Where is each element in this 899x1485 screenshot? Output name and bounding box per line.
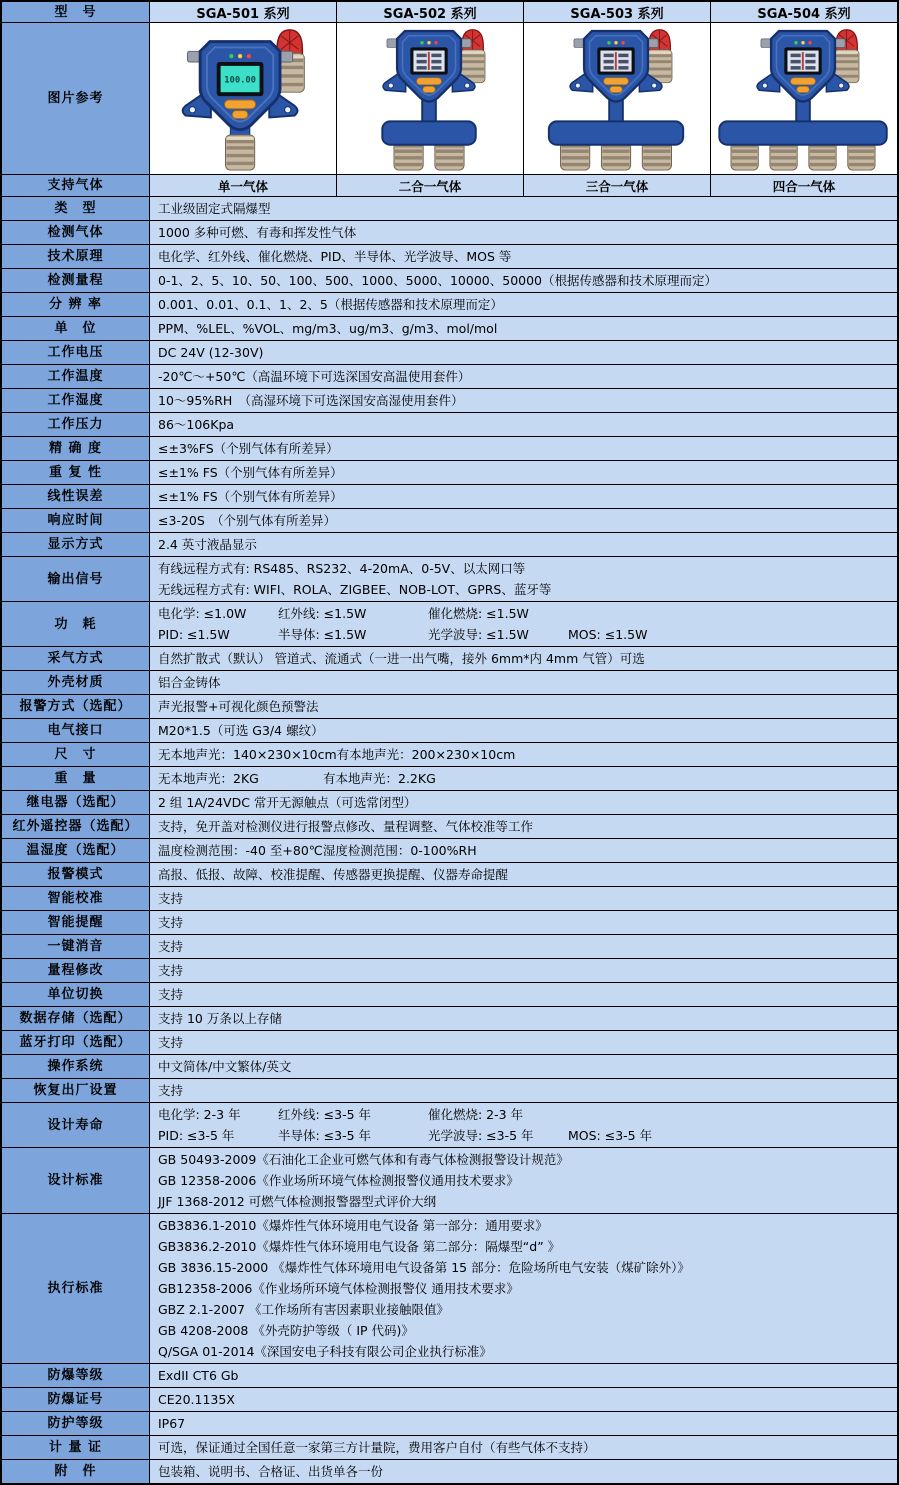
value-segment: 催化燃烧: 2-3 年 (428, 1107, 524, 1122)
table-row (2, 1214, 897, 1364)
value-line: 支持 (158, 915, 184, 930)
row-label: 单位切换 (2, 983, 150, 1006)
table-row (2, 1436, 897, 1460)
value-segment: 电化学: 2-3 年 (158, 1107, 241, 1122)
row-label: 蓝牙打印（选配） (2, 1031, 150, 1054)
table-row (2, 647, 897, 671)
value-line: 86～106Kpa (158, 417, 235, 432)
value-line: 支持 (158, 1083, 184, 1098)
value-segment: 无本地声光：2KG (158, 771, 259, 786)
value-line: GB12358-2006《作业场所环境气体检测报警仪 通用技术要求》 (158, 1281, 519, 1296)
value-line: 工业级固定式隔爆型 (158, 201, 271, 216)
row-label: 输出信号 (2, 557, 150, 601)
model-header-sga-502: SGA-502 系列 (337, 2, 524, 22)
row-value (150, 1031, 897, 1054)
value-line: 2 组 1A/24VDC 常开无源触点（可选常闭型） (158, 795, 417, 810)
value-segment: 光学波导: ≤1.5W (428, 627, 529, 642)
table-row (2, 437, 897, 461)
row-value (150, 1460, 897, 1483)
value-line: 支持 (158, 987, 184, 1002)
value-line: IP67 (158, 1416, 186, 1431)
table-row-photos (2, 23, 897, 175)
row-value (150, 293, 897, 316)
product-photo-sga-501 (150, 23, 337, 174)
value-line: GB 50493-2009《石油化工企业可燃气体和有毒气体检测报警设计规范》 (158, 1152, 569, 1167)
table-row (2, 293, 897, 317)
row-label: 工作温度 (2, 365, 150, 388)
row-label: 设计标准 (2, 1148, 150, 1213)
row-value (150, 959, 897, 982)
table-row (2, 245, 897, 269)
value-segment: 电化学: ≤1.0W (158, 606, 247, 621)
row-label: 重 复 性 (2, 461, 150, 484)
value-line: 铝合金铸体 (158, 675, 221, 690)
row-label: 重 量 (2, 767, 150, 790)
row-value (150, 1388, 897, 1411)
value-segment: 有本地声光：200×230×10cm (336, 747, 516, 762)
row-value (150, 389, 897, 412)
table-row (2, 485, 897, 509)
row-label-model: 型 号 (2, 2, 150, 22)
row-value (150, 485, 897, 508)
value-line: GB 12358-2006《作业场所环境气体检测报警仪通用技术要求》 (158, 1173, 519, 1188)
row-value (150, 839, 897, 862)
value-line: GBZ 2.1-2007 《工作场所有害因素职业接触限值》 (158, 1302, 449, 1317)
row-value (150, 911, 897, 934)
row-value (150, 365, 897, 388)
value-line: 自然扩散式（默认） 管道式、流通式（一进一出气嘴，接外 6mm*内 4mm 气管）可选 (158, 651, 645, 666)
row-label: 红外遥控器（选配） (2, 815, 150, 838)
row-label: 一键消音 (2, 935, 150, 958)
table-row (2, 1055, 897, 1079)
value-segment: 光学波导: ≤3-5 年 (428, 1128, 534, 1143)
row-label: 报警方式（选配） (2, 695, 150, 718)
row-value (150, 533, 897, 556)
table-row (2, 557, 897, 602)
value-line: 支持 (158, 963, 184, 978)
table-row (2, 197, 897, 221)
row-value (150, 815, 897, 838)
value-line (158, 624, 889, 645)
gas-type-sga-503: 三合一气体 (524, 175, 711, 196)
row-label: 工作压力 (2, 413, 150, 436)
value-segment: PID: ≤3-5 年 (158, 1128, 235, 1143)
svg-text:100.00: 100.00 (224, 74, 256, 85)
row-value (150, 1214, 897, 1363)
row-label: 操作系统 (2, 1055, 150, 1078)
table-row (2, 1148, 897, 1214)
value-line (158, 768, 889, 789)
row-value (150, 935, 897, 958)
row-label: 技术原理 (2, 245, 150, 268)
model-header-sga-503: SGA-503 系列 (524, 2, 711, 22)
value-line: GB 3836.15-2000 《爆炸性气体环境用电气设备第 15 部分：危险场所电气安装（煤矿除外）》 (158, 1260, 690, 1275)
table-row (2, 1103, 897, 1148)
table-row (2, 221, 897, 245)
value-line: 电化学、红外线、催化燃烧、PID、半导体、光学波导、MOS 等 (158, 249, 512, 264)
value-line: 支持 (158, 1035, 184, 1050)
value-line: CE20.1135X (158, 1392, 235, 1407)
row-label: 单 位 (2, 317, 150, 340)
value-line: 高报、低报、故障、校准提醒、传感器更换提醒、仪器寿命提醒 (158, 867, 509, 882)
value-segment: PID: ≤1.5W (158, 627, 230, 642)
row-label: 电气接口 (2, 719, 150, 742)
table-row (2, 1031, 897, 1055)
row-label: 附 件 (2, 1460, 150, 1483)
value-line: 0.001、0.01、0.1、1、2、5（根据传感器和技术原理而定） (158, 297, 503, 312)
row-label: 功 耗 (2, 602, 150, 646)
table-row (2, 365, 897, 389)
value-line: DC 24V (12-30V) (158, 345, 264, 360)
value-line: 中文简体/中文繁体/英文 (158, 1059, 292, 1074)
value-line: GB 4208-2008 《外壳防护等级（ IP 代码)》 (158, 1323, 414, 1338)
table-row (2, 1364, 897, 1388)
value-line: -20℃～+50℃（高温环境下可选深国安高温使用套件） (158, 369, 471, 384)
value-segment: 红外线: ≤3-5 年 (278, 1107, 372, 1122)
table-row (2, 671, 897, 695)
table-row (2, 461, 897, 485)
row-label: 防护等级 (2, 1412, 150, 1435)
row-value (150, 647, 897, 670)
spec-rows-container (2, 197, 897, 1483)
table-row-model (2, 2, 897, 23)
table-row (2, 1460, 897, 1483)
value-line (158, 840, 889, 861)
gas-type-sga-501: 单一气体 (150, 175, 337, 196)
table-row-gases (2, 175, 897, 197)
row-value (150, 557, 897, 601)
row-value (150, 602, 897, 646)
row-label: 量程修改 (2, 959, 150, 982)
row-label: 采气方式 (2, 647, 150, 670)
row-value (150, 509, 897, 532)
row-value (150, 791, 897, 814)
value-segment: MOS: ≤3-5 年 (568, 1128, 653, 1143)
row-value (150, 1412, 897, 1435)
value-segment: 湿度检测范围：0-100%RH (322, 843, 477, 858)
row-value (150, 197, 897, 220)
table-row (2, 533, 897, 557)
value-segment: 半导体: ≤1.5W (278, 627, 367, 642)
row-value (150, 437, 897, 460)
value-line (158, 744, 889, 765)
row-label: 工作电压 (2, 341, 150, 364)
value-line: JJF 1368-2012 可燃气体检测报警器型式评价大纲 (158, 1194, 437, 1209)
row-value (150, 1103, 897, 1147)
table-row (2, 719, 897, 743)
row-value (150, 1007, 897, 1030)
row-value (150, 983, 897, 1006)
value-line (158, 1125, 889, 1146)
row-value (150, 1364, 897, 1387)
row-value (150, 221, 897, 244)
table-row (2, 413, 897, 437)
row-label: 报警模式 (2, 863, 150, 886)
value-segment: 无本地声光：140×230×10cm (158, 747, 337, 762)
row-label: 计 量 证 (2, 1436, 150, 1459)
row-value (150, 887, 897, 910)
value-line (158, 603, 889, 624)
row-label: 类 型 (2, 197, 150, 220)
model-header-sga-504: SGA-504 系列 (711, 2, 897, 22)
table-row (2, 743, 897, 767)
value-line: ≤±3%FS（个别气体有所差异） (158, 441, 339, 456)
value-line: 1000 多种可燃、有毒和挥发性气体 (158, 225, 357, 240)
value-segment: 半导体: ≤3-5 年 (278, 1128, 372, 1143)
table-row (2, 1007, 897, 1031)
row-label: 设计寿命 (2, 1103, 150, 1147)
table-row (2, 1388, 897, 1412)
row-label-gases: 支持气体 (2, 175, 150, 196)
product-photo-sga-503 (524, 23, 711, 174)
row-value (150, 317, 897, 340)
value-line: ≤±1% FS（个别气体有所差异） (158, 489, 343, 504)
row-label: 响应时间 (2, 509, 150, 532)
table-row (2, 887, 897, 911)
value-line: 支持 (158, 891, 184, 906)
table-row (2, 341, 897, 365)
row-value (150, 695, 897, 718)
row-label: 尺 寸 (2, 743, 150, 766)
value-line: 有线远程方式有: RS485、RS232、4-20mA、0-5V、以太网口等 (158, 561, 526, 576)
value-line: 支持，免开盖对检测仪进行报警点修改、量程调整、气体校准等工作 (158, 819, 534, 834)
value-segment: 温度检测范围：-40 至+80℃ (158, 843, 323, 858)
table-row (2, 602, 897, 647)
row-value (150, 719, 897, 742)
value-line: PPM、%LEL、%VOL、mg/m3、ug/m3、g/m3、mol/mol (158, 321, 498, 336)
table-row (2, 839, 897, 863)
value-line: 10～95%RH （高湿环境下可选深国安高湿使用套件） (158, 393, 464, 408)
value-line: M20*1.5（可选 G3/4 螺纹） (158, 723, 324, 738)
product-photo-sga-504 (711, 23, 897, 174)
gas-type-sga-504: 四合一气体 (711, 175, 897, 196)
value-line: ExdII CT6 Gb (158, 1368, 239, 1383)
value-segment: 催化燃烧: ≤1.5W (428, 606, 529, 621)
row-value (150, 341, 897, 364)
value-line: 支持 (158, 939, 184, 954)
table-row (2, 983, 897, 1007)
row-value (150, 1079, 897, 1102)
gas-type-sga-502: 二合一气体 (337, 175, 524, 196)
value-line (158, 1104, 889, 1125)
row-value (150, 767, 897, 790)
row-label: 执行标准 (2, 1214, 150, 1363)
row-label: 分 辨 率 (2, 293, 150, 316)
table-row (2, 815, 897, 839)
value-line: Q/SGA 01-2014《深国安电子科技有限公司企业执行标准》 (158, 1344, 492, 1359)
model-header-sga-501: SGA-501 系列 (150, 2, 337, 22)
table-row (2, 695, 897, 719)
row-label: 精 确 度 (2, 437, 150, 460)
row-value (150, 1148, 897, 1213)
table-row (2, 767, 897, 791)
table-row (2, 959, 897, 983)
table-row (2, 863, 897, 887)
row-value (150, 1436, 897, 1459)
table-row (2, 269, 897, 293)
row-label: 外壳材质 (2, 671, 150, 694)
row-label: 继电器（选配） (2, 791, 150, 814)
value-line: GB3836.1-2010《爆炸性气体环境用电气设备 第一部分：通用要求》 (158, 1218, 548, 1233)
row-label: 智能提醒 (2, 911, 150, 934)
value-segment: MOS: ≤1.5W (568, 627, 648, 642)
table-row (2, 1079, 897, 1103)
value-line: 0-1、2、5、10、50、100、500、1000、5000、10000、50000（根据传感器和技术原理而定） (158, 273, 718, 288)
row-value (150, 245, 897, 268)
value-line: 声光报警+可视化颜色预警法 (158, 699, 319, 714)
table-row (2, 911, 897, 935)
row-value (150, 1055, 897, 1078)
value-line: 可选，保证通过全国任意一家第三方计量院，费用客户自付（有些气体不支持） (158, 1440, 596, 1455)
row-value (150, 461, 897, 484)
value-segment: 红外线: ≤1.5W (278, 606, 367, 621)
row-value (150, 269, 897, 292)
value-line: 包装箱、说明书、合格证、出货单各一份 (158, 1464, 384, 1479)
value-line: ≤±1% FS（个别气体有所差异） (158, 465, 343, 480)
value-segment: 有本地声光：2.2KG (323, 771, 436, 786)
table-row (2, 791, 897, 815)
row-value (150, 413, 897, 436)
table-row (2, 1412, 897, 1436)
row-label: 检测量程 (2, 269, 150, 292)
table-row (2, 389, 897, 413)
value-line: ≤3-20S （个别气体有所差异） (158, 513, 337, 528)
row-label-photos: 图片参考 (2, 23, 150, 174)
row-value (150, 743, 897, 766)
product-photo-sga-502 (337, 23, 524, 174)
row-value (150, 863, 897, 886)
row-label: 防爆等级 (2, 1364, 150, 1387)
value-line: 无线远程方式有: WIFI、ROLA、ZIGBEE、NOB-LOT、GPRS、蓝牙等 (158, 582, 552, 597)
row-label: 智能校准 (2, 887, 150, 910)
value-line: 2.4 英寸液晶显示 (158, 537, 257, 552)
row-label: 线性误差 (2, 485, 150, 508)
row-label: 检测气体 (2, 221, 150, 244)
row-label: 数据存储（选配） (2, 1007, 150, 1030)
table-row (2, 509, 897, 533)
value-line: GB3836.2-2010《爆炸性气体环境用电气设备 第二部分：隔爆型“d” 》 (158, 1239, 561, 1254)
row-label: 恢复出厂设置 (2, 1079, 150, 1102)
row-label: 防爆证号 (2, 1388, 150, 1411)
row-label: 工作湿度 (2, 389, 150, 412)
row-label: 显示方式 (2, 533, 150, 556)
value-line: 支持 10 万条以上存储 (158, 1011, 282, 1026)
row-label: 温湿度（选配） (2, 839, 150, 862)
row-value (150, 671, 897, 694)
table-row (2, 317, 897, 341)
table-row (2, 935, 897, 959)
